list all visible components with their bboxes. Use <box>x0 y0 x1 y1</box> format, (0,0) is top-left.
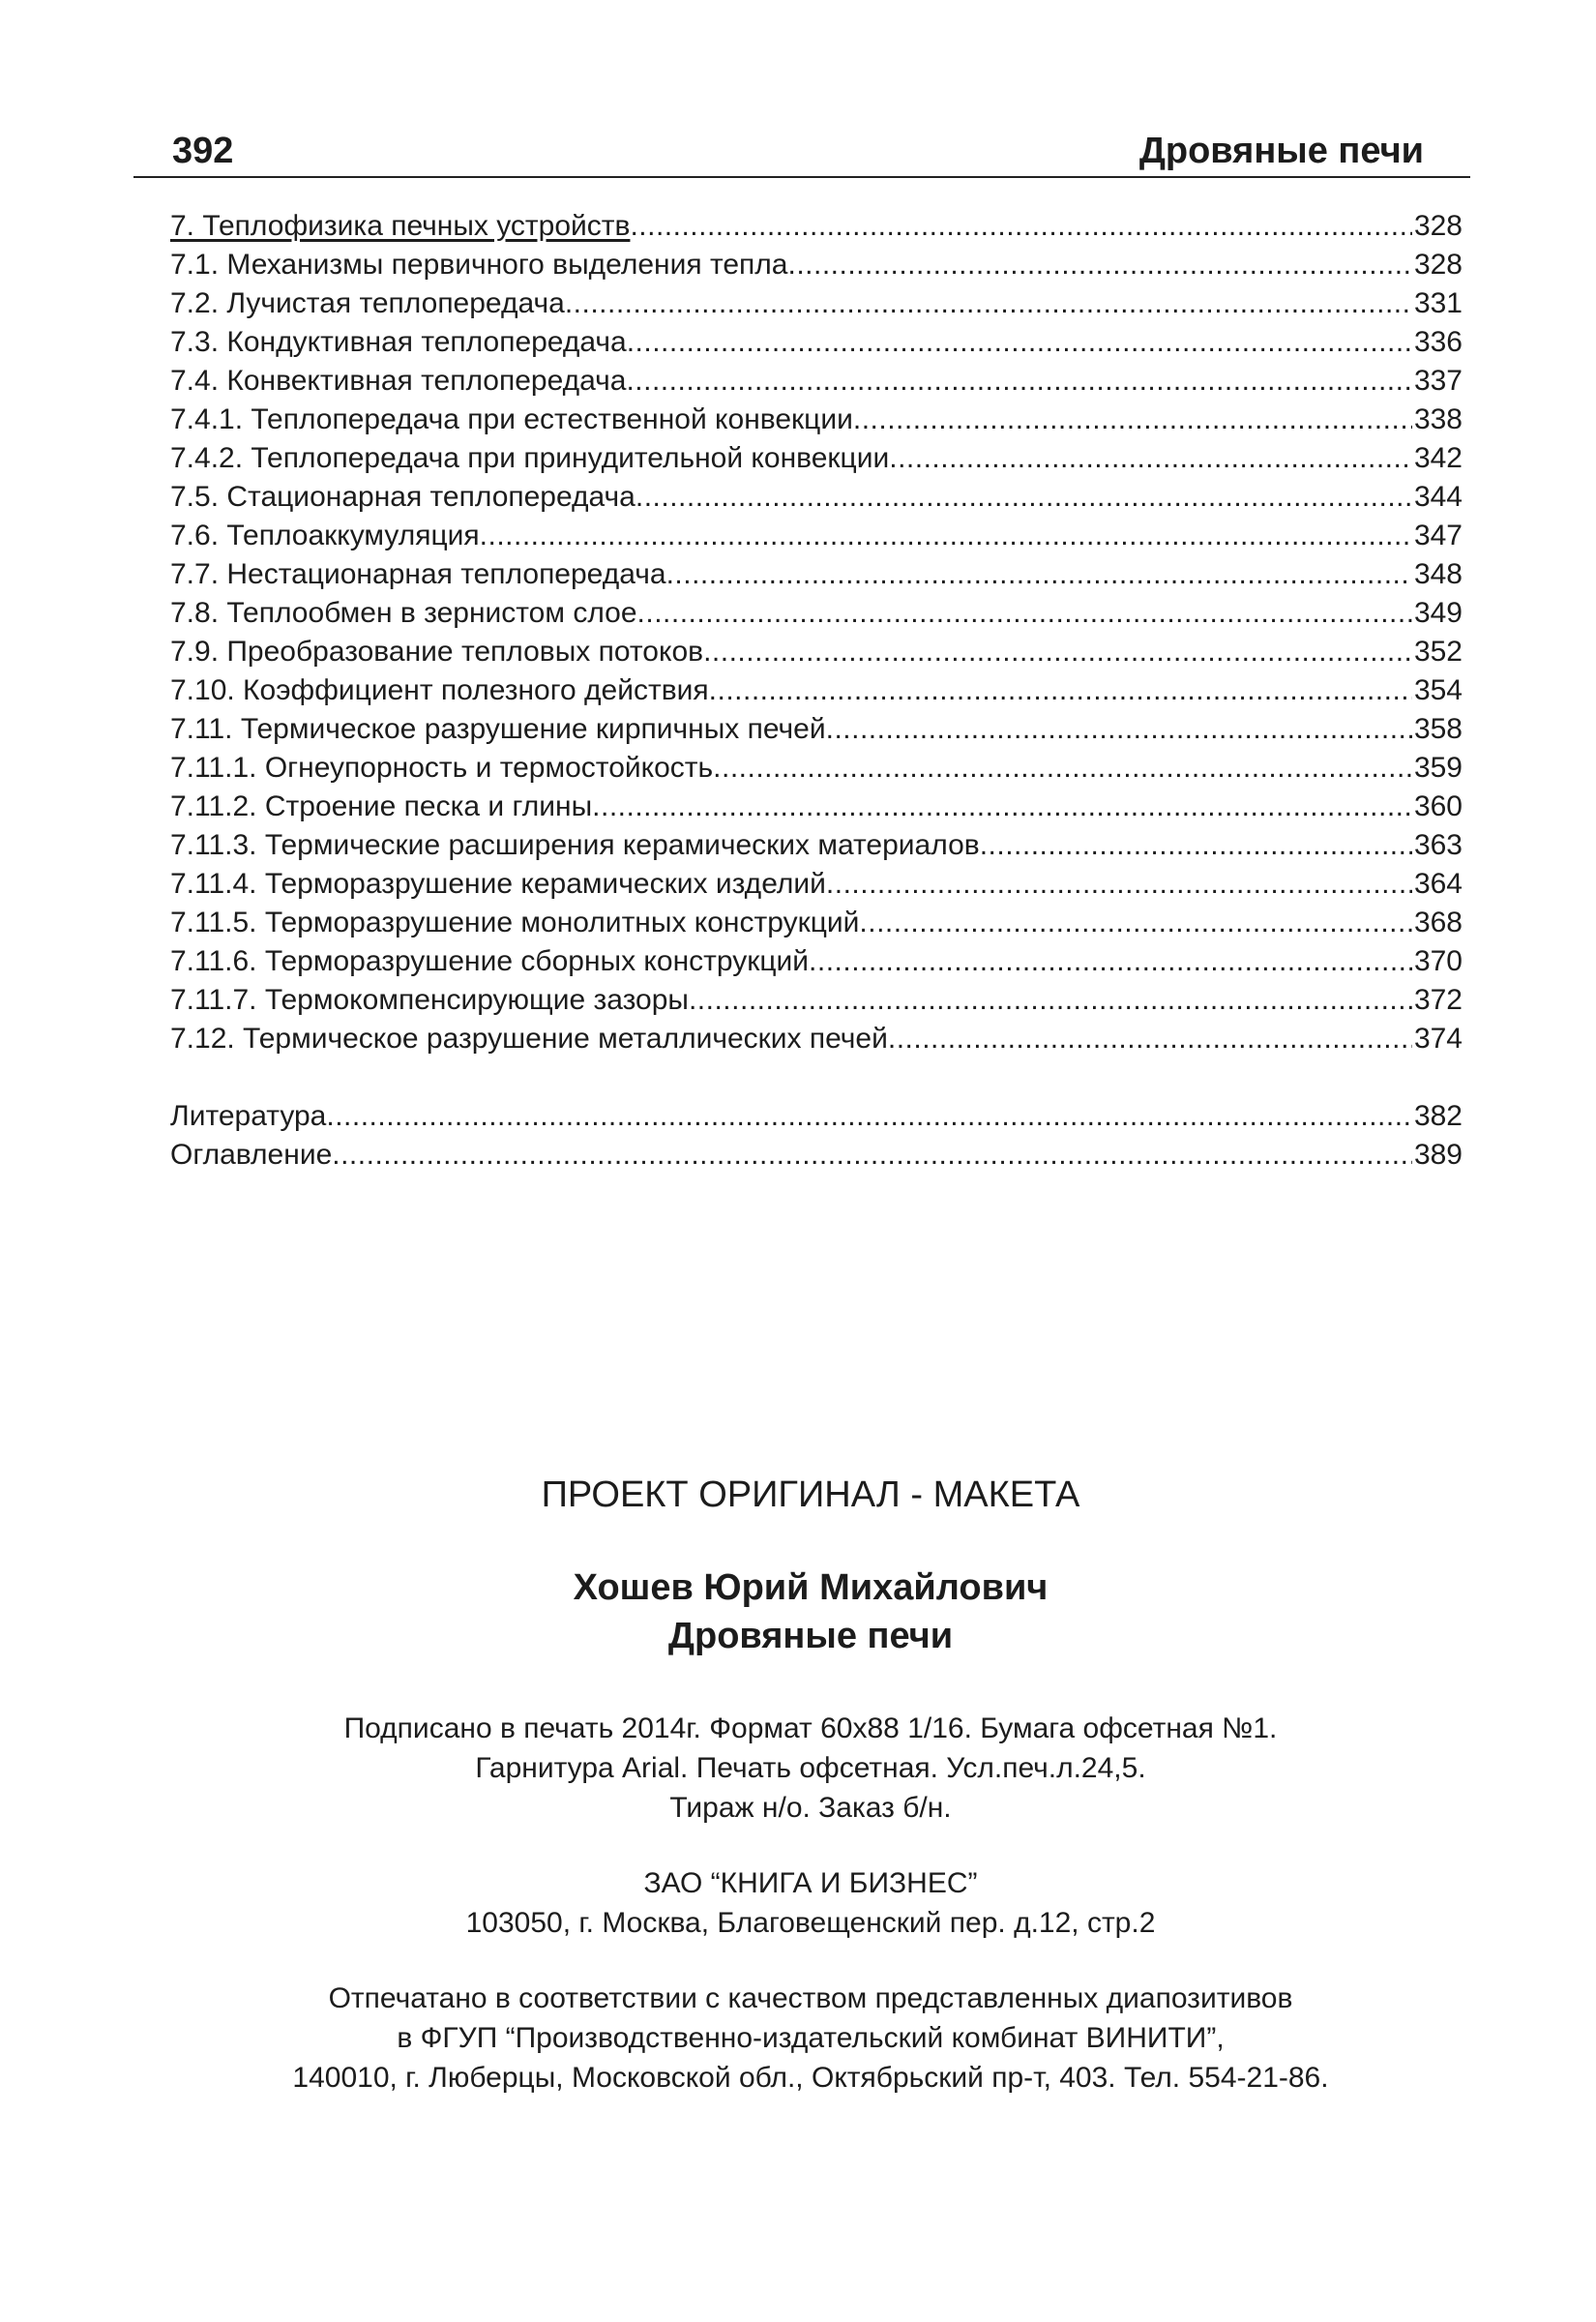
toc-entry[interactable] <box>170 749 1463 788</box>
toc-dot-leader <box>666 555 1412 594</box>
toc-entry-page: 337 <box>1413 365 1463 397</box>
toc-dot-leader <box>853 401 1412 439</box>
printer-line: Отпечатано в соответствии с качеством представленных диапозитивов <box>328 1982 1293 2014</box>
toc-entry-page: 354 <box>1413 674 1463 706</box>
toc-dot-leader <box>635 478 1412 517</box>
toc-entry[interactable] <box>170 594 1463 633</box>
toc-entry-page: 338 <box>1413 403 1463 435</box>
toc-entry-title: 7.5. Стационарная теплопередача <box>170 481 635 513</box>
toc-dot-leader <box>480 517 1412 555</box>
toc-entry[interactable] <box>170 555 1463 594</box>
toc-dot-leader <box>326 1097 1412 1136</box>
toc-dot-leader <box>637 594 1412 633</box>
toc-dot-leader <box>709 671 1412 710</box>
toc-entry-title: 7.6. Теплоаккумуляция <box>170 520 480 551</box>
toc-entry[interactable] <box>170 671 1463 710</box>
imprint-spacer <box>0 1943 1596 1979</box>
imprint-spacer <box>0 1828 1596 1863</box>
project-label: ПРОЕКТ ОРИГИНАЛ - МАКЕТА <box>541 1474 1080 1515</box>
toc-entry[interactable] <box>170 826 1463 865</box>
toc-entry-title: 7.2. Лучистая теплопередача <box>170 287 565 319</box>
publisher-address: 103050, г. Москва, Благовещенский пер. д.12, стр.2 <box>465 1907 1156 1939</box>
toc-entry-title: 7.11.1. Огнеупорность и термостойкость <box>170 752 714 784</box>
toc-entry-page: 358 <box>1413 713 1463 745</box>
toc-entry-page: 359 <box>1413 752 1463 784</box>
toc-entry-title: 7.8. Теплообмен в зернистом слое <box>170 597 637 629</box>
toc-entry-title: 7.10. Коэффициент полезного действия <box>170 674 709 706</box>
toc-entry-page: 368 <box>1413 907 1463 938</box>
toc-dot-leader <box>889 439 1412 478</box>
toc-entry-page: 370 <box>1413 945 1463 977</box>
toc-dot-leader <box>888 1020 1412 1058</box>
toc-dot-leader <box>332 1136 1412 1175</box>
printer-line: в ФГУП “Производственно-издательский комбинат ВИНИТИ”, <box>397 2022 1225 2054</box>
publisher-name: ЗАО “КНИГА И БИЗНЕС” <box>643 1867 978 1899</box>
printer-line: 140010, г. Люберцы, Московской обл., Октябрьский пр-т, 403. Тел. 554-21-86. <box>292 2062 1329 2094</box>
toc-entry-title: 7.9. Преобразование тепловых потоков <box>170 636 704 668</box>
table-of-contents <box>170 207 1463 1175</box>
running-title: Дровяные печи <box>1138 131 1424 171</box>
toc-entry[interactable] <box>170 788 1463 826</box>
toc-entry-page: 382 <box>1413 1100 1463 1132</box>
toc-entry-title: 7.11.2. Строение песка и глины <box>170 790 593 822</box>
toc-entry-title: 7.11.7. Термокомпенсирующие зазоры <box>170 984 689 1016</box>
toc-entry-page: 328 <box>1413 249 1463 281</box>
toc-entry-literature[interactable] <box>170 1097 1463 1136</box>
toc-dot-leader <box>627 323 1412 362</box>
toc-entry-page: 336 <box>1413 326 1463 358</box>
toc-entry[interactable] <box>170 478 1463 517</box>
toc-entry-title: 7.4. Конвективная теплопередача <box>170 365 627 397</box>
toc-entry-title: 7.12. Термическое разрушение металлических печей <box>170 1023 888 1055</box>
toc-entry-page: 364 <box>1413 868 1463 900</box>
toc-entry-title: 7.4.2. Теплопередача при принудительной конвекции <box>170 442 890 474</box>
toc-entry-page: 363 <box>1413 829 1463 861</box>
page-header <box>133 126 1470 176</box>
print-details-line: Тираж н/о. Заказ б/н. <box>669 1792 952 1824</box>
toc-entry[interactable] <box>170 865 1463 904</box>
header-divider <box>133 176 1470 178</box>
toc-dot-leader <box>626 362 1411 401</box>
toc-entry-page: 374 <box>1413 1023 1463 1055</box>
toc-entry-title: Оглавление <box>170 1139 333 1171</box>
toc-entry-page: 344 <box>1413 481 1463 513</box>
toc-entry-title: 7.3. Кондуктивная теплопередача <box>170 326 627 358</box>
toc-dot-leader <box>826 865 1412 904</box>
toc-entry-page: 352 <box>1413 636 1463 668</box>
author-name: Хошев Юрий Михайлович <box>573 1567 1049 1608</box>
toc-entry-title: 7.4.1. Теплопередача при естественной конвекции <box>170 403 853 435</box>
toc-dot-leader <box>630 207 1411 246</box>
toc-dot-leader <box>565 284 1412 323</box>
toc-entry-title: 7.11.3. Термические расширения керамических материалов <box>170 829 980 861</box>
toc-entry[interactable] <box>170 1020 1463 1058</box>
toc-dot-leader <box>826 710 1412 749</box>
toc-dot-leader <box>592 788 1412 826</box>
toc-entry-title: 7.11.6. Терморазрушение сборных конструкций <box>170 945 810 977</box>
toc-dot-leader <box>980 826 1412 865</box>
toc-entry-page: 372 <box>1413 984 1463 1016</box>
toc-entry-title: 7. Теплофизика печных устройств <box>170 210 631 242</box>
print-details-line: Подписано в печать 2014г. Формат 60х88 1/16. Бумага офсетная №1. <box>343 1712 1278 1744</box>
toc-entry[interactable] <box>170 401 1463 439</box>
toc-entry-title: 7.11.4. Терморазрушение керамических изделий <box>170 868 826 900</box>
toc-entry[interactable] <box>170 323 1463 362</box>
book-title: Дровяные печи <box>667 1616 954 1656</box>
toc-entry-page: 348 <box>1413 558 1463 590</box>
toc-entry-page: 331 <box>1413 287 1463 319</box>
toc-dot-leader <box>809 942 1412 981</box>
toc-entry-title: Литература <box>170 1100 327 1132</box>
toc-entry[interactable] <box>170 284 1463 323</box>
toc-dot-leader <box>689 981 1412 1020</box>
toc-entry-title: 7.11. Термическое разрушение кирпичных печей <box>170 713 826 745</box>
toc-dot-leader <box>787 246 1411 284</box>
imprint-block <box>0 1471 1596 2098</box>
toc-entry-page: 349 <box>1413 597 1463 629</box>
toc-dot-leader <box>713 749 1412 788</box>
toc-entry-title: 7.11.5. Терморазрушение монолитных конструкций <box>170 907 860 938</box>
toc-entry[interactable] <box>170 710 1463 749</box>
toc-entry[interactable] <box>170 207 1463 246</box>
toc-entry[interactable] <box>170 362 1463 401</box>
toc-entry-title: 7.7. Нестационарная теплопередача <box>170 558 666 590</box>
toc-entry[interactable] <box>170 904 1463 942</box>
toc-entry[interactable] <box>170 439 1463 478</box>
page-number: 392 <box>172 131 234 171</box>
toc-spacer <box>170 1058 1463 1097</box>
toc-entry-page: 328 <box>1413 210 1463 242</box>
toc-entry[interactable] <box>170 942 1463 981</box>
toc-entry-title: 7.1. Механизмы первичного выделения тепла <box>170 249 788 281</box>
toc-entry[interactable] <box>170 633 1463 671</box>
toc-entry-contents[interactable] <box>170 1136 1463 1175</box>
toc-entry-page: 360 <box>1413 790 1463 822</box>
toc-dot-leader <box>859 904 1412 942</box>
toc-entry[interactable] <box>170 246 1463 284</box>
print-details-line: Гарнитура Arial. Печать офсетная. Усл.печ.л.24,5. <box>475 1752 1146 1784</box>
toc-entry-page: 347 <box>1413 520 1463 551</box>
toc-entry-page: 389 <box>1413 1139 1463 1171</box>
toc-entry[interactable] <box>170 517 1463 555</box>
toc-entry[interactable] <box>170 981 1463 1020</box>
toc-entry-page: 342 <box>1413 442 1463 474</box>
toc-dot-leader <box>703 633 1412 671</box>
